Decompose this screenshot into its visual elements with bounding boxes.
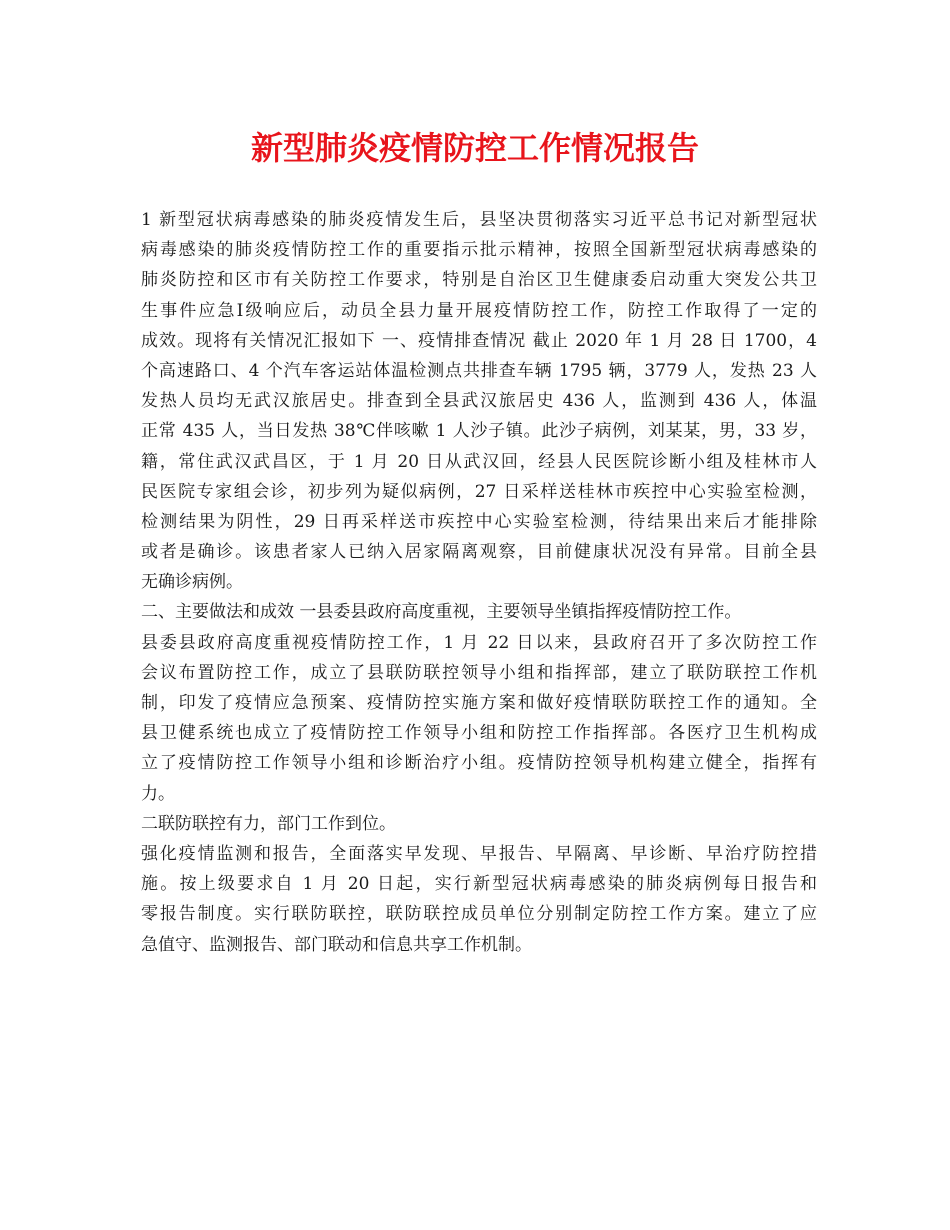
body-text-line: 二联防联控有力，部门工作到位。 [141,813,396,834]
body-text-line: 强化疫情监测和报告，全面落实早发现、早报告、早隔离、早诊断、早治疗防控措 [141,843,817,864]
body-text-line: 籍，常住武汉武昌区，于 1 月 20 日从武汉回，经县人民医院诊断小组及桂林市人 [141,451,817,472]
body-text-line: 检测结果为阴性，29 日再采样送市疾控中心实验室检测，待结果出来后才能排除 [141,511,817,532]
body-text-line: 零报告制度。实行联防联控，联防联控成员单位分别制定防控工作方案。建立了应 [141,904,817,925]
body-text-line: 二、主要做法和成效 一县委县政府高度重视，主要领导坐镇指挥疫情防控工作。 [141,602,742,623]
body-text-line: 成效。现将有关情况汇报如下 一、疫情排查情况 截止 2020 年 1 月 28 日 1700，4 [141,330,817,351]
body-text-line: 1 新型冠状病毒感染的肺炎疫情发生后，县坚决贯彻落实习近平总书记对新型冠状 [141,210,817,230]
body-text-line: 施。按上级要求自 1 月 20 日起，实行新型冠状病毒感染的肺炎病例每日报告和 [141,874,817,895]
body-text-line: 力。 [141,783,175,804]
body-text-line: 生事件应急Ⅰ级响应后，动员全县力量开展疫情防控工作，防控工作取得了一定的 [141,300,817,321]
body-text-line: 立了疫情防控工作领导小组和诊断治疗小组。疫情防控领导机构建立健全，指挥有 [141,753,817,774]
document-body [141,205,817,960]
body-text-line: 肺炎防控和区市有关防控工作要求，特别是自治区卫生健康委启动重大突发公共卫 [141,270,817,291]
body-text-line: 或者是确诊。该患者家人已纳入居家隔离观察，目前健康状况没有异常。目前全县 [141,542,817,563]
body-text-line: 正常 435 人，当日发热 38℃伴咳嗽 1 人沙子镇。此沙子病例，刘某某，男，33 岁， [141,421,817,442]
body-text-line: 县卫健系统也成立了疫情防控工作领导小组和防控工作指挥部。各医疗卫生机构成 [141,723,817,744]
body-text-line: 会议布置防控工作，成立了县联防联控领导小组和指挥部，建立了联防联控工作机 [141,662,817,683]
body-text-line: 民医院专家组会诊，初步列为疑似病例，27 日采样送桂林市疾控中心实验室检测， [141,481,817,502]
body-text-line: 制，印发了疫情应急预案、疫情防控实施方案和做好疫情联防联控工作的通知。全 [141,693,817,713]
body-text-line: 县委县政府高度重视疫情防控工作，1 月 22 日以来，县政府召开了多次防控工作 [141,632,817,653]
body-text-line: 发热人员均无武汉旅居史。排查到全县武汉旅居史 436 人，监测到 436 人，体温 [141,391,817,412]
body-text-line: 无确诊病例。 [141,572,243,593]
document-title: 新型肺炎疫情防控工作情况报告 [250,129,699,167]
body-text-line: 急值守、监测报告、部门联动和信息共享工作机制。 [141,934,532,955]
body-text-line: 个高速路口、4 个汽车客运站体温检测点共排查车辆 1795 辆，3779 人，发热 23 人 [141,360,817,381]
body-text-line: 病毒感染的肺炎疫情防控工作的重要指示批示精神，按照全国新型冠状病毒感染的 [141,240,817,261]
